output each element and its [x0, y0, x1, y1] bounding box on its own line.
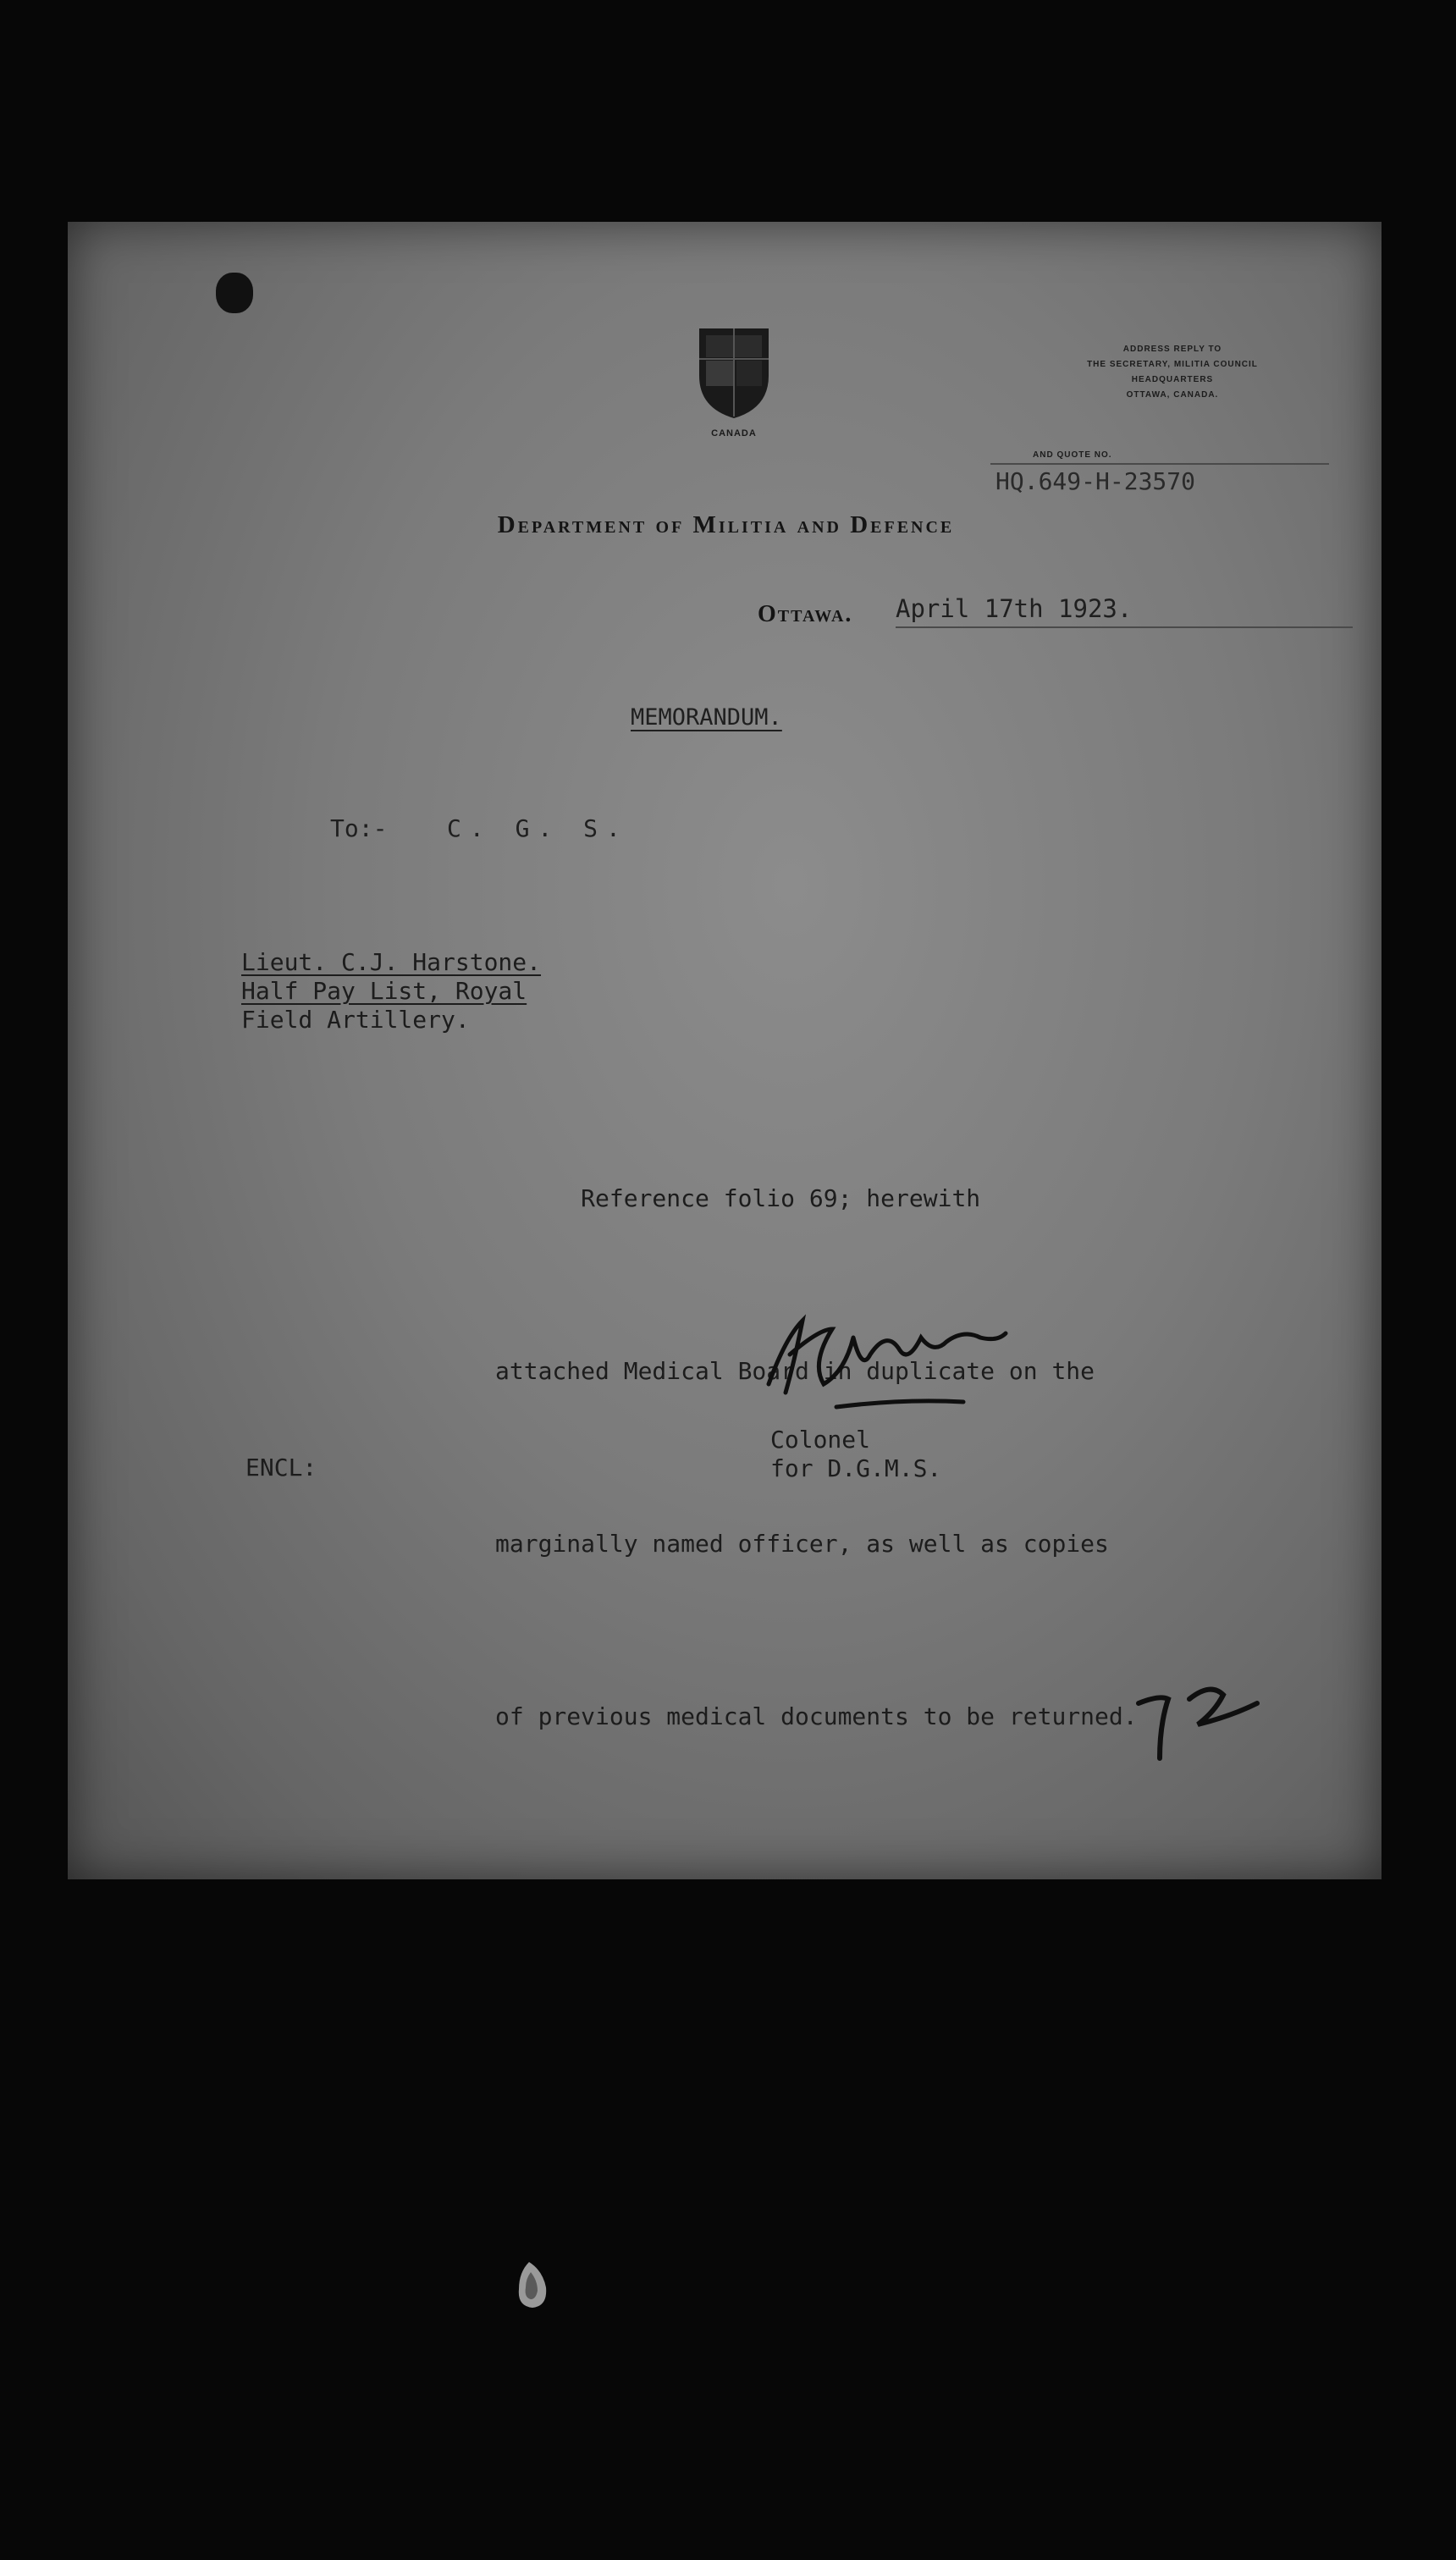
- body-line: marginally named officer, as well as copies: [495, 1530, 1109, 1558]
- file-number: HQ.649-H-23570: [995, 467, 1196, 495]
- reply-line: OTTAWA, CANADA.: [1126, 390, 1219, 400]
- body-line: attached Medical Board in duplicate on the: [495, 1357, 1095, 1385]
- marginal-line: Field Artillery.: [241, 1006, 470, 1034]
- handwritten-signature: [752, 1304, 1031, 1422]
- marginal-line: Half Pay List, Royal: [241, 977, 527, 1005]
- signature-block: [770, 1426, 941, 1483]
- coat-of-arms-icon: [694, 323, 774, 422]
- date-rule: [896, 626, 1353, 628]
- punch-hole-mark: [216, 273, 253, 313]
- marginal-reference: [241, 948, 541, 1034]
- place-name: Ottawa.: [758, 601, 853, 627]
- reply-line: HEADQUARTERS: [1131, 375, 1214, 384]
- to-label: To:-: [330, 814, 388, 842]
- body-line: of previous medical documents to be returned.: [495, 1702, 1138, 1730]
- signature-for: for D.G.M.S.: [770, 1454, 942, 1482]
- handwritten-folio-number: [1130, 1678, 1266, 1763]
- crest-label: CANADA: [711, 428, 757, 439]
- enclosure-label: ENCL:: [245, 1454, 317, 1481]
- letter-date: April 17th 1923.: [896, 594, 1133, 623]
- department-title: Department of Militia and Defence: [497, 511, 955, 538]
- scan-artifact: [512, 2259, 551, 2311]
- file-number-rule: [990, 463, 1329, 465]
- memorandum-heading: MEMORANDUM.: [631, 704, 782, 731]
- marginal-line: Lieut. C.J. Harstone.: [241, 948, 542, 976]
- reply-line: THE SECRETARY, MILITIA COUNCIL: [1087, 360, 1258, 369]
- signature-title: Colonel: [770, 1426, 871, 1454]
- body-line: Reference folio 69; herewith: [495, 1184, 981, 1212]
- quote-number-label: AND QUOTE NO.: [1033, 450, 1112, 460]
- reply-line: ADDRESS REPLY TO: [1122, 345, 1222, 354]
- recipient: C. G. S.: [447, 814, 629, 842]
- document-page: [68, 222, 1382, 1879]
- reply-address: [1033, 342, 1312, 403]
